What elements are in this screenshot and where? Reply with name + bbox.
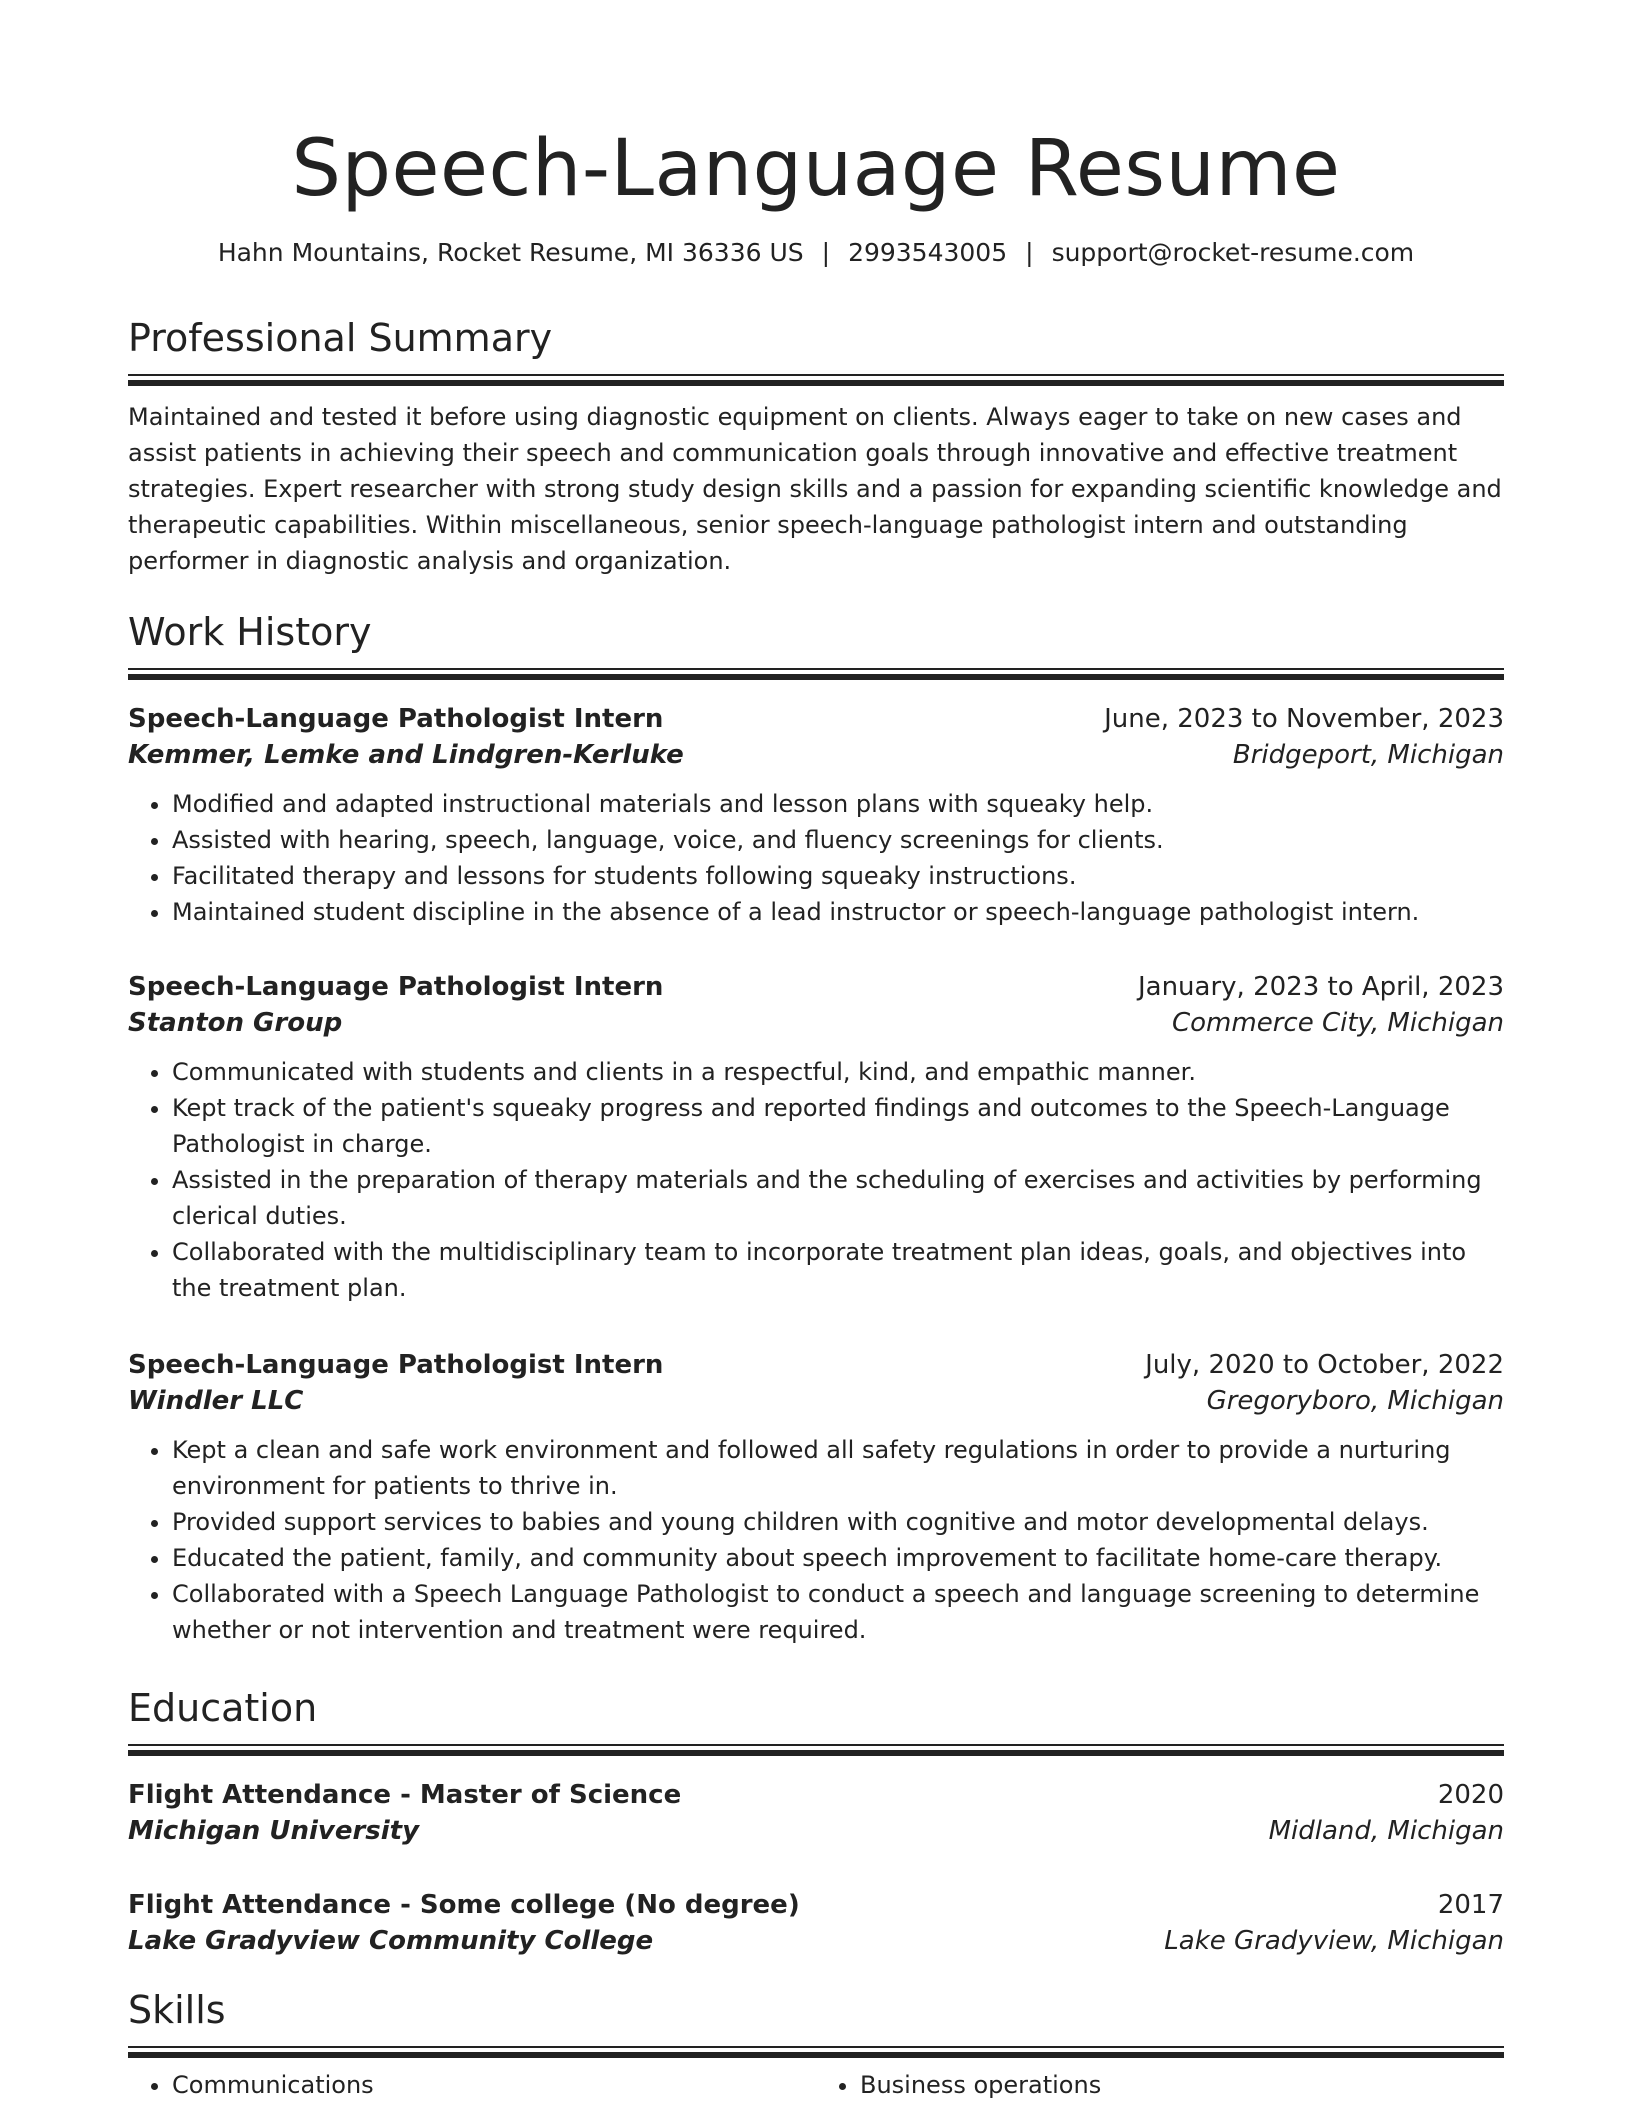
education-entry [128,1780,1504,1846]
list-item: • Collaborated with a Speech Language Pathologist to conduct a speech and language screening to determine whether or not intervention and treatment were required. [172,1576,1504,1648]
education-entry [128,1890,1504,1956]
email: support@rocket-resume.com [1051,238,1415,267]
separator: | [821,238,831,267]
list-item: • Modified and adapted instructional materials and lesson plans with squeaky help. [172,786,1504,822]
school-location: Lake Gradyview, Michigan [1164,1926,1504,1956]
degree: Flight Attendance - Some college (No degree) [128,1890,800,1920]
resume-title: Speech-Language Resume [291,124,1341,214]
section-divider [128,374,1504,385]
job-entry [128,1350,1504,1648]
list-item: • Facilitated therapy and lessons for students following squeaky instructions. [172,858,1504,894]
skills-columns [128,2067,1504,2103]
job-entry [128,972,1504,1306]
summary-text: Maintained and tested it before using diagnostic equipment on clients. Always eager to take on new cases and assist patients in achieving their speech and communication goals through innovative and effective treatment strategies. Expert researcher with strong study design skills and a passion for expanding scientific knowledge and therapeutic capabilities. Within miscellaneous, senior speech-language pathologist intern and outstanding performer in diagnostic analysis and organization. [128,402,1502,575]
skills-list-right [816,2067,1504,2103]
contact-line [128,238,1504,267]
degree: Flight Attendance - Master of Science [128,1780,682,1810]
section-divider [128,2046,1504,2057]
job-bullets [128,1054,1504,1306]
job-bullets [128,786,1504,930]
list-item: • Kept track of the patient's squeaky progress and reported findings and outcomes to the Speech-Language Pathologist in charge. [172,1090,1504,1162]
job-location: Commerce City, Michigan [1172,1008,1504,1038]
summary-section [128,318,1504,579]
separator: | [1025,238,1034,267]
address: Hahn Mountains, Rocket Resume, MI 36336 US [217,238,804,267]
job-title: Speech-Language Pathologist Intern [128,1350,664,1380]
section-title-work: Work History [128,610,372,654]
list-item: • Assisted with hearing, speech, language, voice, and fluency screenings for clients. [172,822,1504,858]
company-name: Windler LLC [128,1386,304,1416]
section-title-skills: Skills [128,1988,226,2032]
list-item: • Communicated with students and clients in a respectful, kind, and empathic manner. [172,1054,1504,1090]
work-history-section [128,612,1504,679]
job-dates: June, 2023 to November, 2023 [1104,704,1504,734]
phone: 2993543005 [848,238,1008,267]
graduation-year: 2017 [1437,1890,1504,1920]
school-location: Midland, Michigan [1268,1816,1504,1846]
list-item: • Educated the patient, family, and community about speech improvement to facilitate home-care therapy. [172,1540,1504,1576]
list-item: • Assisted in the preparation of therapy materials and the scheduling of exercises and activities by performing clerical duties. [172,1162,1504,1234]
company-name: Stanton Group [128,1008,343,1038]
skills-section [128,1990,1504,2103]
education-section [128,1688,1504,1755]
graduation-year: 2020 [1437,1780,1504,1810]
section-divider [128,668,1504,679]
job-entry [128,704,1504,930]
job-dates: July, 2020 to October, 2022 [1145,1350,1504,1380]
job-bullets [128,1432,1504,1648]
job-location: Gregoryboro, Michigan [1206,1386,1504,1416]
list-item: • Provided support services to babies and young children with cognitive and motor developmental delays. [172,1504,1504,1540]
job-title: Speech-Language Pathologist Intern [128,972,664,1002]
list-item: • Kept a clean and safe work environment and followed all safety regulations in order to provide a nurturing environment for patients to thrive in. [172,1432,1504,1504]
school-name: Lake Gradyview Community College [128,1926,654,1956]
section-title-summary: Professional Summary [128,316,553,360]
school-name: Michigan University [128,1816,420,1846]
job-title: Speech-Language Pathologist Intern [128,704,664,734]
list-item: • Maintained student discipline in the absence of a lead instructor or speech-language pathologist intern. [172,894,1504,930]
skill-item: • Communications [172,2067,816,2103]
job-location: Bridgeport, Michigan [1232,740,1504,770]
section-title-education: Education [128,1686,318,1730]
skills-list-left [128,2067,816,2103]
company-name: Kemmer, Lemke and Lindgren-Kerluke [128,740,684,770]
job-dates: January, 2023 to April, 2023 [1137,972,1504,1002]
section-divider [128,1744,1504,1755]
skill-item: • Business operations [860,2067,1504,2103]
list-item: • Collaborated with the multidisciplinary team to incorporate treatment plan ideas, goals, and objectives into the treatment plan. [172,1234,1504,1306]
